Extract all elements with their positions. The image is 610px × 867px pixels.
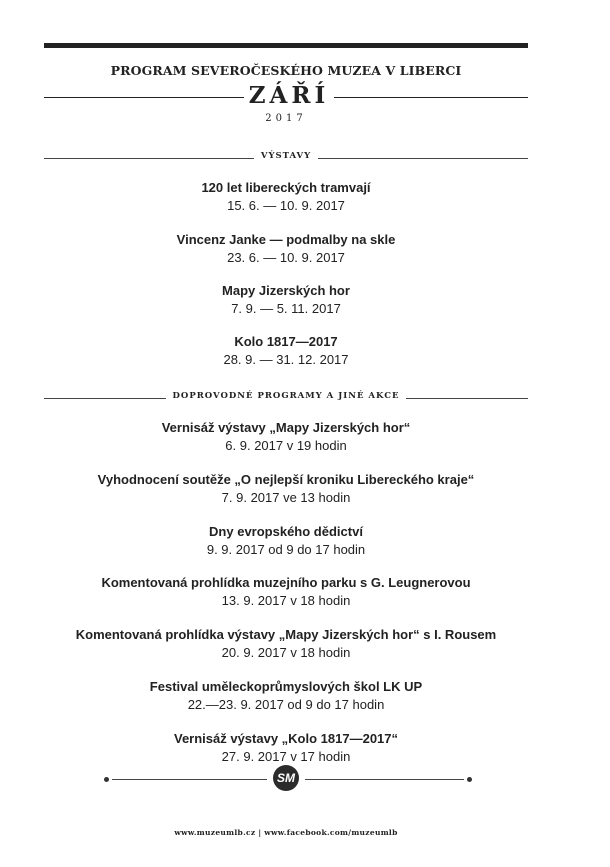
event-date: 13. 9. 2017 v 18 hodin xyxy=(221,593,351,608)
event-name: Vincenz Janke — podmalby na skle xyxy=(176,232,396,247)
event-item xyxy=(0,231,572,267)
event-name: Festival uměleckoprůmyslových škol LK UP xyxy=(149,679,423,694)
event-name: Vernisáž výstavy „Kolo 1817—2017“ xyxy=(173,731,399,746)
ornament-line-right xyxy=(305,779,464,780)
event-item xyxy=(0,626,572,662)
footer-ornament xyxy=(104,765,472,795)
event-date: 22.—23. 9. 2017 od 9 do 17 hodin xyxy=(187,697,385,712)
event-item xyxy=(0,678,572,714)
month-divider-left xyxy=(44,97,244,98)
event-item xyxy=(0,333,572,369)
section-divider-exhibitions xyxy=(44,152,528,164)
event-item xyxy=(0,574,572,610)
year-label: 2017 xyxy=(265,113,307,124)
section-label-programs: DOPROVODNÉ PROGRAMY A JINÉ AKCE xyxy=(166,391,406,401)
footer-links: www.muzeumlb.cz | www.facebook.com/muzeumlb xyxy=(174,828,398,837)
event-item xyxy=(0,471,572,507)
museum-logo: SM xyxy=(273,765,299,791)
event-name: Komentovaná prohlídka muzejního parku s G. Leugnerovou xyxy=(101,575,471,590)
event-name: Vernisáž výstavy „Mapy Jizerských hor“ xyxy=(161,420,411,435)
ornament-line-left xyxy=(112,779,267,780)
section-divider-programs xyxy=(44,392,528,404)
event-date: 7. 9. — 5. 11. 2017 xyxy=(231,301,341,316)
ornament-dot-right xyxy=(467,777,472,782)
event-item xyxy=(0,730,572,766)
event-date: 9. 9. 2017 od 9 do 17 hodin xyxy=(206,542,366,557)
event-date: 7. 9. 2017 ve 13 hodin xyxy=(221,490,351,505)
event-date: 23. 6. — 10. 9. 2017 xyxy=(227,250,345,265)
event-item xyxy=(0,419,572,455)
event-item xyxy=(0,179,572,215)
event-name: 120 let libereckých tramvají xyxy=(201,180,371,195)
event-date: 20. 9. 2017 v 18 hodin xyxy=(221,645,351,660)
section-label-exhibitions: VÝSTAVY xyxy=(254,151,318,161)
event-name: Mapy Jizerských hor xyxy=(222,283,350,298)
event-date: 6. 9. 2017 v 19 hodin xyxy=(225,438,347,453)
event-date: 28. 9. — 31. 12. 2017 xyxy=(223,352,349,367)
event-name: Kolo 1817—2017 xyxy=(234,334,338,349)
month-divider-right xyxy=(334,97,528,98)
month-heading: ZÁŘÍ xyxy=(248,82,330,109)
event-name: Vyhodnocení soutěže „O nejlepší kroniku Libereckého kraje“ xyxy=(97,472,475,487)
event-name: Komentovaná prohlídka výstavy „Mapy Jizerských hor“ s I. Rousem xyxy=(75,627,497,642)
event-date: 15. 6. — 10. 9. 2017 xyxy=(227,198,345,213)
month-row xyxy=(0,82,610,112)
ornament-dot-left xyxy=(104,777,109,782)
event-name: Dny evropského dědictví xyxy=(209,524,363,539)
event-item xyxy=(0,282,572,318)
program-title: PROGRAM SEVEROČESKÉHO MUZEA V LIBERCI xyxy=(110,63,462,78)
event-date: 27. 9. 2017 v 17 hodin xyxy=(221,749,351,764)
top-rule xyxy=(44,43,528,48)
event-item xyxy=(0,523,572,559)
